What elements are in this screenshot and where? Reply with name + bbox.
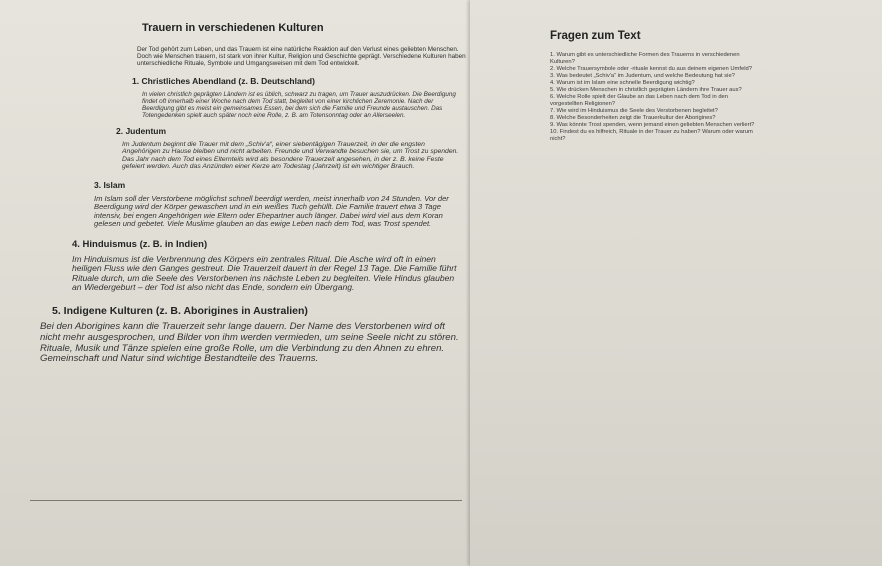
- question-item: 6. Welche Rolle spielt der Glaube an das Leben nach dem Tod in den: [550, 93, 728, 100]
- questions-list: [550, 52, 874, 142]
- question-item: 10. Findest du es hilfreich, Rituale in der Trauer zu haben? Warum oder warum: [550, 128, 753, 135]
- section-christian: [132, 76, 458, 119]
- section-hinduism: [72, 239, 458, 293]
- section-indigenous: [40, 304, 459, 365]
- section-heading: 3. Islam: [94, 179, 126, 190]
- section-text: Im Islam soll der Verstorbene möglichst schnell beerdigt werden, meist innerhalb von 24 Stunden. Vor der Beerdigung wird der Körper gewaschen und in ein weißes Tuch gehüllt. Die Familie trauert etwa 3 Tage intensiv, bei engen Angehörigen wie Eltern oder Ehepartner auch länger. Dabei wird viel aus dem Koran gelesen und gebetet. Viele Muslime glauben an das ewige Leben nach dem Tod, was Trost spendet.: [94, 193, 449, 229]
- section-text: In vielen christlich geprägten Ländern ist es üblich, schwarz zu tragen, um Trauer auszudrücken. Die Beerdigung findet oft innerhalb einer Woche nach dem Tod statt, begleitet von einer kirchlichen Zeremonie. Nach der Beerdigung gibt es meist ein gemeinsames Essen, bei dem sich die Familie und Freunde austauschen. Das Totengedenken spielt auch später noch eine Rolle, z. B. am Totensonntag oder an Allerseelen.: [142, 90, 456, 119]
- question-item: 5. Wie drücken Menschen in christlich geprägten Ländern ihre Trauer aus?: [550, 86, 742, 93]
- divider-line: [30, 500, 462, 501]
- section-heading: 4. Hinduismus (z. B. in Indien): [72, 238, 208, 250]
- question-item: 3. Was bedeutet „Schiv'a“ im Judentum, und welche Bedeutung hat sie?: [550, 72, 735, 79]
- question-item: vorgestellten Religionen?: [550, 100, 616, 107]
- questions-title: Fragen zum Text: [550, 30, 641, 42]
- question-item: Kulturen?: [550, 58, 575, 65]
- section-text: Im Judentum beginnt die Trauer mit dem „Schiv'a“, einer siebentägigen Trauerzeit, in der die engsten Angehörigen zu Hause bleiben und nicht arbeiten. Freunde und Verwandte besuchen sie, um Trost zu spenden. Das Jahr nach dem Tod eines Elternteils wird als besondere Trauerzeit angesehen, in der z. B. keine Feste gefeiert werden. Auch das Anzünden einer Kerze am Todestag (Jahrzeit) ist ein wichtiger Brauch.: [122, 140, 459, 171]
- section-judaism: [116, 126, 458, 171]
- section-heading: 5. Indigene Kulturen (z. B. Aborigines in Australien): [52, 304, 308, 317]
- question-item: 4. Warum ist im Islam eine schnelle Beerdigung wichtig?: [550, 79, 695, 86]
- question-item: 2. Welche Trauersymbole oder -rituale kennst du aus deinem eigenen Umfeld?: [550, 65, 752, 72]
- section-islam: [94, 180, 458, 229]
- section-text: Im Hinduismus ist die Verbrennung des Körpers ein zentrales Ritual. Die Asche wird oft in einen heiligen Fluss wie den Ganges gestreut. Die Trauerzeit dauert in der Regel 13 Tage. Die Familie führt Rituale durch, um die Seele des Verstorbenen ins nächste Leben zu begleiten. Viele Hindus glauben an Wiedergeburt – der Tod ist also nicht das Ende, sondern ein Übergang.: [72, 253, 457, 293]
- section-heading: 2. Judentum: [116, 125, 167, 136]
- question-item: 7. Wie wird im Hinduismus die Seele des Verstorbenen begleitet?: [550, 107, 718, 114]
- question-item: 9. Was könnte Trost spenden, wenn jemand einen geliebten Menschen verliert?: [550, 121, 755, 128]
- right-page: [470, 0, 882, 566]
- page-title: Trauern in verschiedenen Kulturen: [142, 22, 324, 34]
- section-text: Bei den Aborigines kann die Trauerzeit sehr lange dauern. Der Name des Verstorbenen wird oft nicht mehr ausgesprochen, und Bilder von ihm werden vermieden, um seine Seele nicht zu stören. Rituale, Musik und Tänze spielen eine große Rolle, um die Verbindung zu den Ahnen zu ehren. Gemeinschaft und Natur sind wichtige Bestandteile des Trauerns.: [40, 320, 459, 365]
- section-heading: 1. Christliches Abendland (z. B. Deutschland): [132, 75, 315, 86]
- question-item: 1. Warum gibt es unterschiedliche Formen des Trauerns in verschiedenen: [550, 52, 740, 58]
- intro-paragraph: Der Tod gehört zum Leben, und das Trauern ist eine natürliche Reaktion auf den Verlust eines geliebten Menschen. Doch wie Menschen trauern, ist stark von ihrer Kultur, Religion und Geschichte geprägt. Verschiedene Kulturen haben unterschiedliche Rituale, Symbole und Umgangsweisen mit dem Tod entwickelt.: [137, 46, 466, 68]
- question-item: nicht?: [550, 135, 566, 142]
- question-item: 8. Welche Besonderheiten zeigt die Trauerkultur der Aborigines?: [550, 114, 716, 121]
